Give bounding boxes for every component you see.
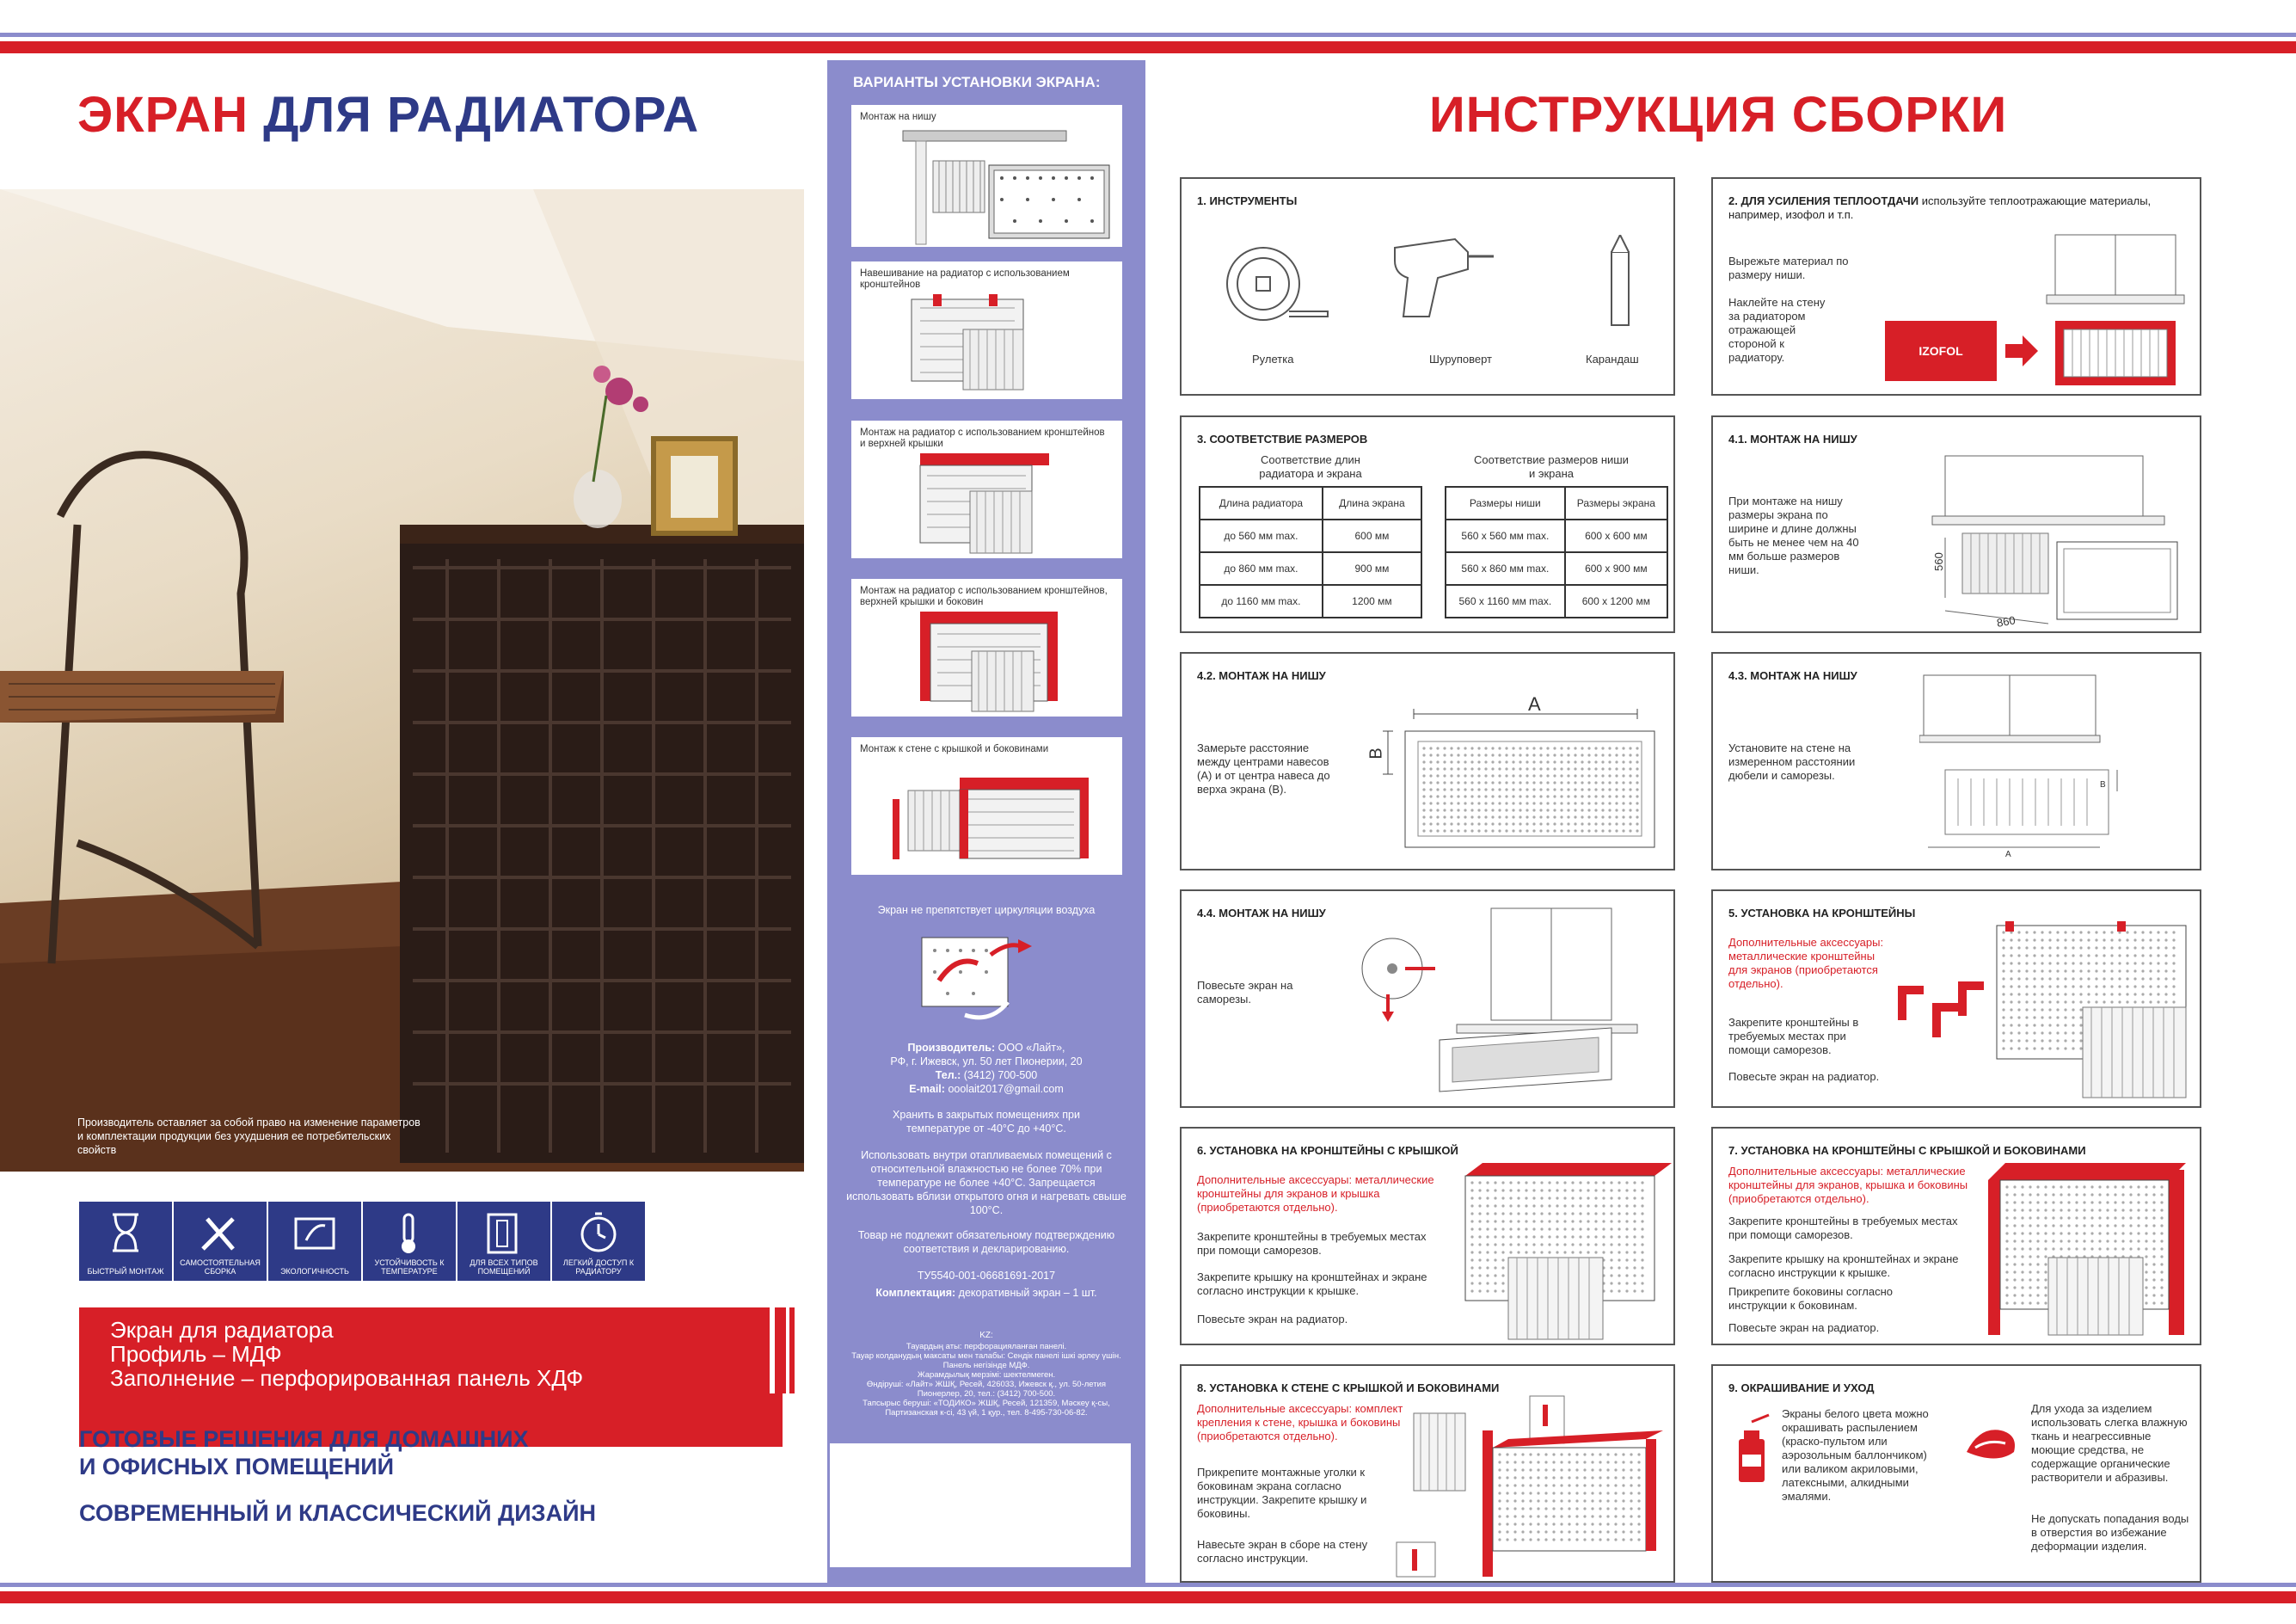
window-radiator-diagram — [2038, 231, 2193, 390]
producer-block: Производитель: ООО «Лайт», РФ, г. Ижевск, ул. 50 лет Пионерии, 20 Тел.: (3412) 700-500 E-mail: ooolait2017@gmail.com — [890, 1042, 1083, 1095]
top-stripe-lilac — [0, 33, 2296, 37]
kz-line: Жарамдылық мерзімі: шектелмеген. — [917, 1370, 1056, 1380]
step-8-wall-mount: 8. УСТАНОВКА К СТЕНЕ С КРЫШКОЙ И БОКОВИНАМИ Дополнительные аксессуары: комплект крепления к стене, крышка и боковины (приобретаются отдельно). Прикрепите монтажные уголки к боковинам экрана согласно инструкции. Закрепите крышку и боковины. Навесьте экран в сборе на стену согласно инструкции. — [1180, 1364, 1675, 1583]
bottom-stripe-red — [0, 1591, 2296, 1603]
spray-can-icon — [1730, 1413, 1773, 1486]
feature-label: ДЛЯ ВСЕХ ТИПОВ ПОМЕЩЕНИЙ — [470, 1258, 538, 1276]
step-4-2-niche: 4.2. МОНТАЖ НА НИШУ Замерьте расстояние между центрами навесов (А) и от центра навеса до верха экрана (В). A B — [1180, 652, 1675, 870]
table-row — [1446, 585, 1667, 618]
step-4-3-niche: 4.3. МОНТАЖ НА НИШУ Установите на стене на измеренном расстоянии дюбели и саморезы. A B — [1711, 652, 2201, 870]
table-row — [1200, 520, 1421, 552]
kz-label: KZ: — [979, 1331, 993, 1340]
table-row — [1446, 487, 1667, 520]
pencil-icon — [1603, 235, 1637, 334]
step-4-1-niche: 4.1. МОНТАЖ НА НИШУ При монтаже на нишу размеры экрана по ширине и длине должны быть не менее чем на 40 мм больше размеров ниши. 560 860 — [1711, 415, 2201, 633]
usage-text: Использовать внутри отапливаемых помещений с относительной влажностью не более 70% при температуре не более +40°С. Запрещается использовать вблизи открытого огня и нагревать свыше 100°С. — [846, 1149, 1127, 1216]
tools-icon — [194, 1210, 246, 1255]
feature-tile — [552, 1202, 645, 1281]
niche-table — [1445, 486, 1668, 618]
table-cell: до 1160 мм max. — [1200, 585, 1323, 618]
cleaning-hand-icon — [1962, 1418, 2023, 1469]
variant-4: Монтаж на радиатор с использованием кронштейнов, верхней крышки и боковин — [851, 579, 1122, 717]
top-stripe-red — [0, 41, 2296, 53]
tool-label-pencil: Карандаш — [1586, 353, 1639, 366]
kit-text: Комплектация: декоративный экран – 1 шт. — [875, 1287, 1097, 1299]
feature-label: УСТОЙЧИВОСТЬ К ТЕМПЕРАТУРЕ — [374, 1258, 445, 1276]
table-cell: 560 х 1160 мм max. — [1446, 585, 1565, 618]
table-row — [1200, 585, 1421, 618]
feature-tile — [268, 1202, 361, 1281]
table-cell: Размеры ниши — [1446, 487, 1565, 520]
length-table — [1199, 486, 1422, 618]
cert-text: Товар не подлежит обязательному подтверждению соответствия и декларированию. — [857, 1229, 1115, 1255]
step-6-brackets-lid: 6. УСТАНОВКА НА КРОНШТЕЙНЫ С КРЫШКОЙ Дополнительные аксессуары: металлические кронштейны для экранов и крышка (приобретаются отдельно). Закрепите кронштейны в требуемых местах при помощи саморезов. Закрепите крышку на кронштейнах и экране согласно инструкции к крышке. Повесьте экран на радиатор. — [1180, 1127, 1675, 1345]
table-cell: 600 х 900 мм — [1565, 552, 1667, 585]
variants-title: ВАРИАНТЫ УСТАНОВКИ ЭКРАНА: — [853, 74, 1101, 90]
izofol-block: IZOFOL — [1885, 321, 1997, 381]
feature-tile — [174, 1202, 267, 1281]
table-row — [1200, 552, 1421, 585]
variant-2: Навешивание на радиатор с использованием кронштейнов — [851, 261, 1122, 399]
airflow-diagram — [913, 929, 1059, 1024]
step-3-sizes: 3. СООТВЕТСТВИЕ РАЗМЕРОВ Соответствие длин радиатора и экрана Соответствие размеров ниши и экрана Длина радиатора Длина экрана до 560 мм max. 600 мм до 860 мм max. 900 мм до 1160 мм max. 1200 мм Размеры ниши Размеры экрана 560 х 560 мм max. 600 х 600 мм 560 х 860 мм max. 600 х 900 мм 560 х 1160 мм max. 600 х 1200 мм — [1180, 415, 1675, 633]
step-9-care: 9. ОКРАШИВАНИЕ И УХОД Экраны белого цвета можно окрашивать распылением (краско-пультом или аэрозольным баллончиком) или валиком акриловыми, латексными, алкидными эмалями. Для ухода за изделием использовать слегка влажную ткань и неагрессивные моющие средства, не содержащие органические растворители и абразивы. Не допускать попадания воды в отверстия во избежание деформации изделия. — [1711, 1364, 2201, 1583]
table-cell: Длина экрана — [1323, 487, 1421, 520]
slogan-line-2: И ОФИСНЫХ ПОМЕЩЕНИЙ — [79, 1454, 395, 1479]
variant-1: Монтаж на нишу — [851, 105, 1122, 247]
mounting-variants-panel — [827, 60, 1145, 1583]
slogan-line-1: ГОТОВЫЕ РЕШЕНИЯ ДЛЯ ДОМАШНИХ — [79, 1426, 529, 1452]
kz-line: Тауардың аты: перфорацияланған панелі. — [906, 1342, 1067, 1351]
bottom-stripe-lilac — [0, 1583, 2296, 1587]
table-cell: 600 х 600 мм — [1565, 520, 1667, 552]
spec-line-2: Профиль – МДФ — [110, 1341, 282, 1367]
kz-line: Өндіруші: «Лайт» ЖШҚ, Ресей, 426033, Ижевск қ., ул. 50-летия Пионерлер, 20, тел.: (3412) 700-500. — [866, 1380, 1107, 1399]
slogan-line-3: СОВРЕМЕННЫЙ И КЛАССИЧЕСКИЙ ДИЗАЙН — [79, 1500, 596, 1526]
instruction-title: ИНСТРУКЦИЯ СБОРКИ — [1429, 87, 2008, 143]
step-7-brackets-lid-sides: 7. УСТАНОВКА НА КРОНШТЕЙНЫ С КРЫШКОЙ И БОКОВИНАМИ Дополнительные аксессуары: металлические кронштейны для экранов, крышка и боковины (приобретаются отдельно). Закрепите кронштейны в требуемых местах при помощи саморезов. Закрепите крышку на кронштейнах и экране согласно инструкции к крышке. Прикрепите боковины согласно инструкции к боковинам. Повесьте экран на радиатор. — [1711, 1127, 2201, 1345]
stopwatch-icon — [573, 1210, 624, 1255]
tu-text: ТУ5540-001-06681691-2017 — [917, 1270, 1056, 1282]
feature-label: БЫСТРЫЙ МОНТАЖ — [87, 1267, 164, 1276]
eco-icon — [289, 1210, 341, 1255]
door-icon — [478, 1210, 530, 1255]
feature-label: ЭКОЛОГИЧНОСТЬ — [280, 1267, 349, 1276]
hourglass-icon — [100, 1210, 151, 1255]
table-row — [1446, 520, 1667, 552]
table-row — [1200, 487, 1421, 520]
product-photo — [0, 189, 804, 1172]
table-cell: до 560 мм max. — [1200, 520, 1323, 552]
tape-measure-icon — [1220, 239, 1332, 325]
step-4-4-niche: 4.4. МОНТАЖ НА НИШУ Повесьте экран на саморезы. — [1180, 889, 1675, 1108]
storage-text: Хранить в закрытых помещениях при температуре от -40°С до +40°С. — [893, 1109, 1080, 1135]
feature-tile — [457, 1202, 550, 1281]
step-5-brackets: 5. УСТАНОВКА НА КРОНШТЕЙНЫ Дополнительные аксессуары: металлические кронштейны для экранов (приобретаются отдельно). Закрепите кронштейны в требуемых местах при помощи саморезов. Повесьте экран на радиатор. — [1711, 889, 2201, 1108]
variant-3: Монтаж на радиатор с использованием кронштейнов и верхней крышки — [851, 421, 1122, 558]
disclaimer-text: Производитель оставляет за собой право на изменение параметров и комплектации продукции без ухудшения ее потребительских свойств — [77, 1116, 421, 1156]
product-title: ЭКРАН ДЛЯ РАДИАТОРА — [77, 87, 700, 143]
table-row — [1446, 552, 1667, 585]
table-cell: Размеры экрана — [1565, 487, 1667, 520]
spec-line-1: Экран для радиатора — [110, 1317, 334, 1343]
kz-line: Тапсырыс беруші: «ТОДИКО» ЖШҚ, Ресей, 121359, Мәскеу қ-сы, Партизанская к-сі, 43 үй, 1 қур., тел. 8-495-730-06-82. — [863, 1399, 1110, 1418]
table-cell: 900 мм — [1323, 552, 1421, 585]
table-cell: 560 х 860 мм max. — [1446, 552, 1565, 585]
table-cell: 1200 мм — [1323, 585, 1421, 618]
kz-text — [844, 1342, 1128, 1418]
feature-label: ЛЕГКИЙ ДОСТУП К РАДИАТОРУ — [562, 1258, 635, 1276]
feature-tile — [363, 1202, 456, 1281]
table-cell: Длина радиатора — [1200, 487, 1323, 520]
step-2-heat: 2. ДЛЯ УСИЛЕНИЯ ТЕПЛООТДАЧИ используйте теплоотражающие материалы, например, изофол и т.п. Вырежьте материал по размеру ниши. Наклейте на стену за радиатором отражающей стороной к радиатору. IZOFOL — [1711, 177, 2201, 396]
thermometer-icon — [384, 1210, 435, 1255]
feature-tile — [79, 1202, 172, 1281]
feature-label: САМОСТОЯТЕЛЬНАЯ СБОРКА — [180, 1258, 261, 1276]
table-cell: 600 х 1200 мм — [1565, 585, 1667, 618]
tool-label-tape: Рулетка — [1252, 353, 1294, 366]
airflow-text: Экран не препятствует циркуляции воздуха — [877, 904, 1096, 916]
step-1-tools: 1. ИНСТРУМЕНТЫ Рулетка Шуруповерт Карандаш — [1180, 177, 1675, 396]
table-cell: до 860 мм max. — [1200, 552, 1323, 585]
table-cell: 600 мм — [1323, 520, 1421, 552]
drill-icon — [1386, 231, 1498, 334]
barcode-area — [830, 1443, 1131, 1567]
kz-line: Тауар колданудың максаты мен талабы: Сендік панелі ішкі әрлеу үшін. Панель негізінде МДФ. — [851, 1351, 1121, 1370]
table-cell: 560 х 560 мм max. — [1446, 520, 1565, 552]
tool-label-drill: Шуруповерт — [1429, 353, 1493, 366]
spec-line-3: Заполнение – перфорированная панель ХДФ — [110, 1365, 584, 1391]
variant-5: Монтаж к стене с крышкой и боковинами — [851, 737, 1122, 875]
